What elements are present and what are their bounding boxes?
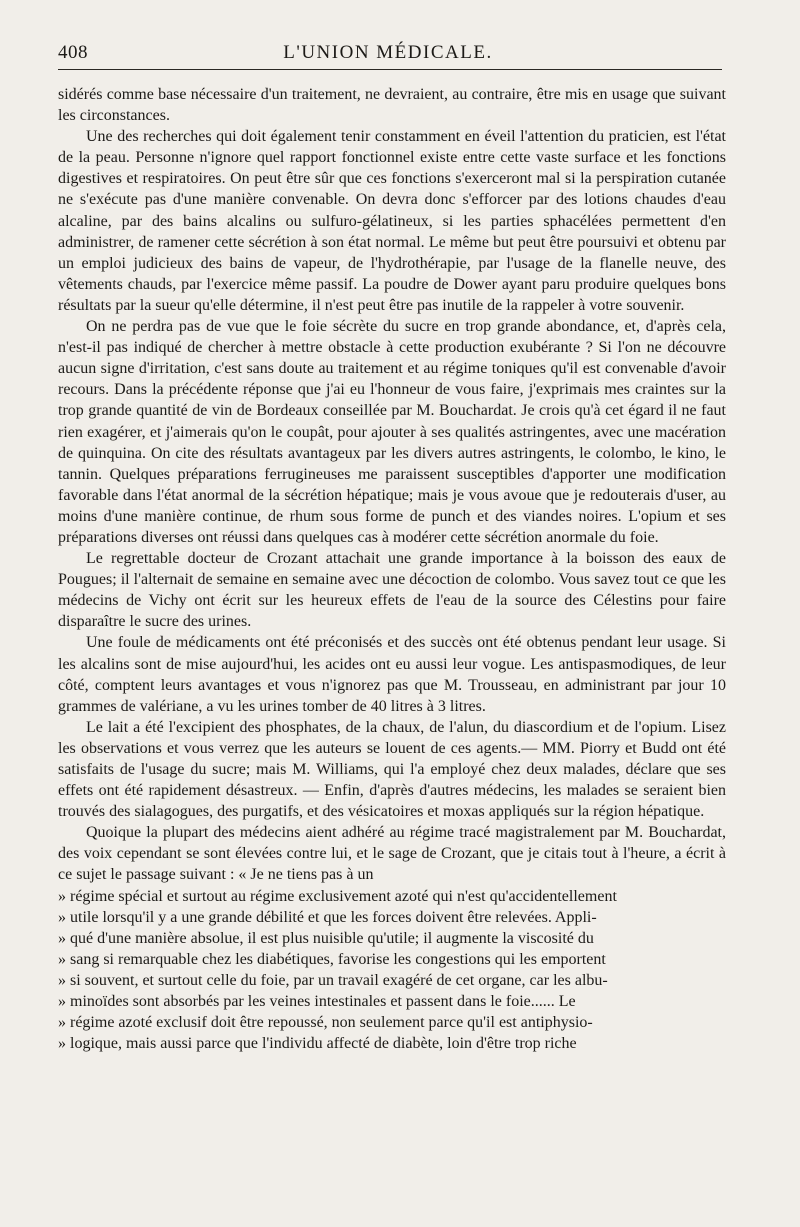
- header-rule: [58, 69, 722, 70]
- quote-line: » utile lorsqu'il y a une grande débilité et que les forces doivent être relevées. Appli-: [58, 908, 597, 926]
- paragraph: Une foule de médicaments ont été préconisés et des succès ont été obtenus pendant leur usage. Si les alcalins sont de mise aujourd'hui, les acides ont eu aussi leur vogue. Les antispasmodiques, de leur côté, comptent leurs avantages et vous n'ignorez pas que M. Trousseau, en administrant par jour 10 grammes de valériane, a vu les urines tomber de 40 litres à 3 litres.: [58, 634, 726, 715]
- quote-line: » logique, mais aussi parce que l'individu affecté de diabète, loin d'être trop riche: [58, 1035, 577, 1053]
- paragraph: sidérés comme base nécessaire d'un traitement, ne devraient, au contraire, être mis en usage que suivant les circonstances.: [58, 86, 726, 125]
- paragraph: On ne perdra pas de vue que le foie sécrète du sucre en trop grande abondance, et, d'après cela, n'est-il pas indiqué de chercher à mettre obstacle à cette production exubérante ? Si l'on ne découvre aucun signe d'irritation, c'est sans doute au traitement et au régime toniques qu'il est convenable d'avoir recours. Dans la précédente réponse que j'ai eu l'honneur de vous faire, j'exprimais mes craintes sur la trop grande quantité de vin de Bordeaux conseillée par M. Bouchardat. Je crois qu'à cet égard il ne faut rien exagérer, et j'aimerais qu'on le coupât, pour ajouter à ses qualités astringentes, avec une macération de quinquina. On cite des résultats avantageux par les divers autres astringents, le colombo, le kino, le tannin. Quelques préparations ferrugineuses me paraissent susceptibles d'apporter une modification favorable dans l'état anormal de la sécrétion hépatique; mais je vous avoue que je redouterais d'user, au moins d'une manière continue, de rhum sous forme de punch et des viandes noires. L'opium et ses préparations diverses ont réussi dans quelques cas à modérer cette sécrétion anormale du foie.: [58, 318, 726, 546]
- page-number: 408: [58, 42, 88, 63]
- page-header: [58, 38, 718, 68]
- paragraph: Une des recherches qui doit également tenir constamment en éveil l'attention du praticien, est l'état de la peau. Personne n'ignore quel rapport fonctionnel existe entre cette vaste surface et les fonctions digestives et respiratoires. On peut être sûr que ces fonctions s'exerceront mal si la perspiration cutanée ne s'exécute pas d'une manière convenable. On devra donc s'efforcer par des lotions chaudes d'eau alcaline, par des bains alcalins ou sulfuro-gélatineux, si les parties sphacélées permettent d'en administrer, de ramener cette sécrétion à son état normal. Le même but peut être poursuivi et obtenu par un emploi judicieux des bains de vapeur, de l'hydrothérapie, par l'usage de la flanelle neuve, des vêtements chauds, par l'exercice même passif. La poudre de Dower ayant paru produire quelques bons résultats par la sueur qu'elle détermine, il n'est peut être pas inutile de la rappeler à votre souvenir.: [58, 128, 726, 314]
- running-title: L'UNION MÉDICALE.: [283, 42, 493, 63]
- quote-line: » qué d'une manière absolue, il est plus nuisible qu'utile; il augmente la viscosité du: [58, 929, 594, 947]
- quote-line: » minoïdes sont absorbés par les veines intestinales et passent dans le foie...... Le: [58, 993, 576, 1011]
- quotation-block: [58, 886, 726, 1055]
- quote-line: » régime azoté exclusif doit être repoussé, non seulement parce qu'il est antiphysio-: [58, 1014, 593, 1032]
- quote-line: » régime spécial et surtout au régime exclusivement azoté qui n'est qu'accidentellement: [58, 887, 617, 905]
- quote-line: » si souvent, et surtout celle du foie, par un travail exagéré de cet organe, car les albu-: [58, 971, 608, 989]
- paragraph: Quoique la plupart des médecins aient adhéré au régime tracé magistralement par M. Bouchardat, des voix cependant se sont élevées contre lui, et le sage de Crozant, que je citais tout à l'heure, a écrit à ce sujet le passage suivant : « Je ne tiens pas à un: [58, 824, 726, 884]
- article-body: [58, 84, 726, 1054]
- paragraph: Le regrettable docteur de Crozant attachait une grande importance à la boisson des eaux de Pougues; il l'alternait de semaine en semaine avec une décoction de colombo. Vous savez tout ce que les médecins de Vichy ont écrit sur les heureux effets de l'eau de la source des Célestins pour faire disparaître le sucre des urines.: [58, 550, 726, 631]
- paragraph: Le lait a été l'excipient des phosphates, de la chaux, de l'alun, du diascordium et de l'opium. Lisez les observations et vous verrez que les auteurs se louent de ces agents.— MM. Piorry et Budd ont été satisfaits de l'usage du sucre; mais M. Williams, qui l'a employé chez deux malades, déclare que ses effets ont été rapidement désastreux. — Enfin, d'après d'autres médecins, les malades se seraient bien trouvés des sialagogues, des purgatifs, et des vésicatoires et moxas appliqués sur la région hépatique.: [58, 718, 726, 821]
- quote-line: » sang si remarquable chez les diabétiques, favorise les congestions qui les emportent: [58, 950, 606, 968]
